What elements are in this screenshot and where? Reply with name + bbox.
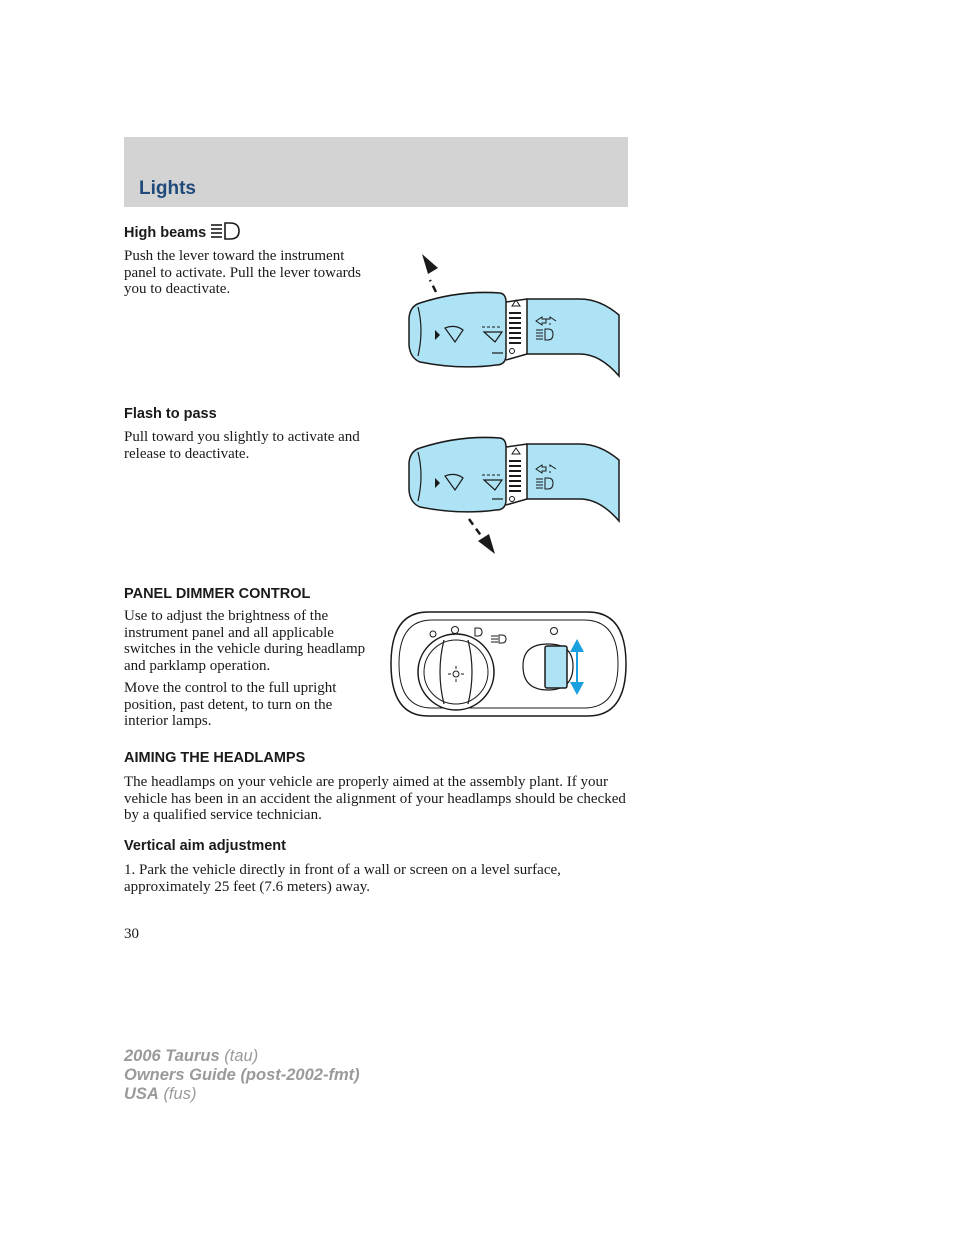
panel-dimmer-para2: Move the control to the full upright position, past detent, to turn on the interior lamps. bbox=[124, 680, 337, 729]
push-arrow-shaft bbox=[430, 280, 436, 292]
panel-dimmer-para1: Use to adjust the brightness of the instrument panel and all applicable switches in the vehicle during headlamp and parklamp operation. bbox=[124, 608, 366, 674]
flash-to-pass-text: Pull toward you slightly to activate and release to deactivate. bbox=[124, 429, 360, 462]
footer-line-3 bbox=[124, 1085, 360, 1104]
flash-to-pass-lever-figure bbox=[400, 395, 625, 560]
pull-arrow-head bbox=[478, 534, 495, 554]
footer-market-code: (fus) bbox=[163, 1085, 197, 1103]
vertical-aim-heading: Vertical aim adjustment bbox=[124, 838, 286, 854]
high-beams-text: Push the lever toward the instrument panel to activate. Pull the lever towards you to deactivate. bbox=[124, 248, 362, 297]
headlamp-switch-figure bbox=[388, 606, 630, 726]
aiming-heading: AIMING THE HEADLAMPS bbox=[124, 750, 306, 766]
section-header-band bbox=[124, 137, 628, 207]
footer-guide: Owners Guide (post-2002-fmt) bbox=[124, 1066, 360, 1084]
high-beams-heading-text: High beams bbox=[124, 225, 207, 241]
high-beams-heading bbox=[124, 222, 240, 241]
pull-arrow-shaft bbox=[469, 519, 482, 537]
vertical-aim-step1: 1. Park the vehicle directly in front of a wall or screen on a level surface, approximately 25 feet (7.6 meters) away. bbox=[124, 862, 561, 895]
aiming-text: The headlamps on your vehicle are properly aimed at the assembly plant. If your vehicle has been in an accident the alignment of your headlamps should be checked by a qualified service technician. bbox=[124, 774, 626, 823]
footer bbox=[124, 1047, 360, 1104]
footer-model: 2006 Taurus bbox=[124, 1047, 220, 1065]
high-beam-lever-figure bbox=[400, 250, 625, 380]
high-beam-icon bbox=[210, 222, 240, 240]
footer-line-2 bbox=[124, 1066, 360, 1085]
section-title: Lights bbox=[139, 178, 196, 199]
flash-to-pass-heading: Flash to pass bbox=[124, 406, 217, 422]
footer-market: USA bbox=[124, 1085, 159, 1103]
panel-dimmer-heading: PANEL DIMMER CONTROL bbox=[124, 586, 311, 602]
footer-line-1 bbox=[124, 1047, 360, 1066]
dimmer-thumbwheel bbox=[545, 646, 567, 688]
push-arrow-head bbox=[422, 254, 438, 274]
footer-model-code: (tau) bbox=[224, 1047, 259, 1065]
page-number: 30 bbox=[124, 926, 139, 942]
